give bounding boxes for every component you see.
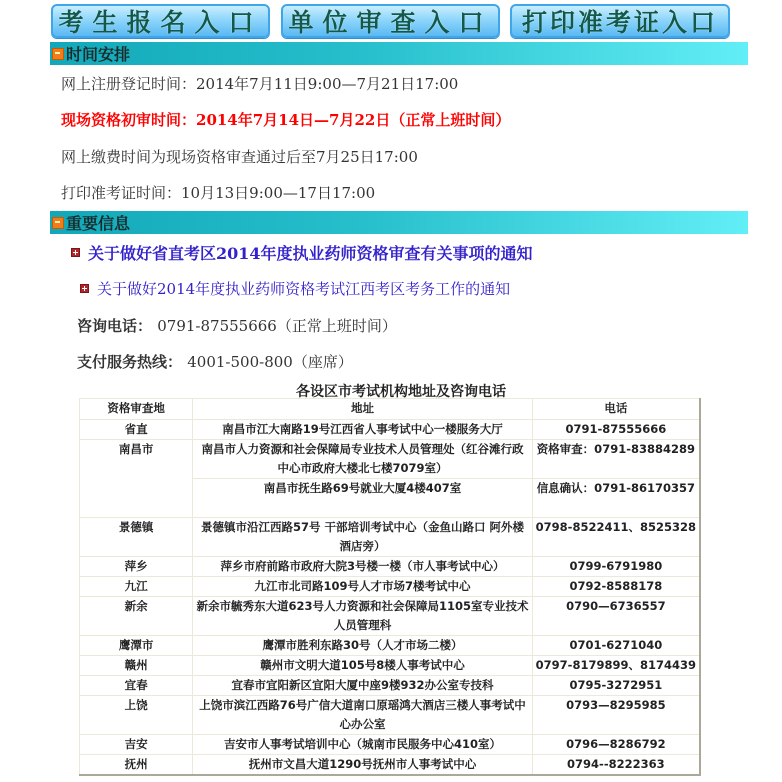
cell-phone: 0795-3272951 bbox=[532, 676, 700, 696]
exam-offices-table bbox=[79, 398, 701, 776]
cell-address: 吉安市人事考试培训中心（城南市民服务中心410室） bbox=[193, 735, 532, 755]
cell-phone: 0794--8222363 bbox=[532, 755, 700, 776]
header-phone: 电话 bbox=[532, 399, 700, 420]
payment-hotline bbox=[77, 351, 353, 372]
schedule-title: 时间安排 bbox=[66, 45, 131, 64]
arrow-bullet-icon bbox=[52, 48, 64, 60]
table-row bbox=[80, 577, 701, 597]
consult-phone-label: 咨询电话： bbox=[77, 317, 153, 335]
cell-address: 鹰潭市胜利东路30号（人才市场二楼） bbox=[193, 636, 532, 656]
cell-address: 抚州市文昌大道1290号抚州市人事考试中心 bbox=[193, 755, 532, 776]
cell-place: 新余 bbox=[80, 597, 193, 636]
notice-link-jiangxi[interactable] bbox=[80, 278, 510, 299]
table-row bbox=[80, 656, 701, 676]
cell-phone: 0701-6271040 bbox=[532, 636, 700, 656]
notice-link-label: 关于做好省直考区2014年度执业药师资格审查有关事项的通知 bbox=[88, 244, 533, 263]
cell-phone: 0798-8522411、8525328 bbox=[532, 518, 700, 557]
cell-phone: 资格审查：0791-83884289 bbox=[532, 440, 700, 479]
table-row bbox=[80, 735, 701, 755]
cell-place: 宜春 bbox=[80, 676, 193, 696]
cell-address: 萍乡市府前路市政府大院3号楼一楼（市人事考试中心） bbox=[193, 557, 532, 577]
table-title: 各设区市考试机构地址及咨询电话 bbox=[296, 384, 506, 400]
cell-phone: 0796—8286792 bbox=[532, 735, 700, 755]
cell-place: 赣州 bbox=[80, 656, 193, 676]
cell-place: 景德镇 bbox=[80, 518, 193, 557]
cell-place: 上饶 bbox=[80, 696, 193, 735]
table-row bbox=[80, 597, 701, 636]
payment-time: 网上缴费时间为现场资格审查通过后至7月25日17:00 bbox=[61, 148, 418, 166]
arrow-bullet-icon bbox=[52, 217, 64, 229]
notice-link-label: 关于做好2014年度执业药师资格考试江西考区考务工作的通知 bbox=[97, 280, 511, 298]
cell-place: 吉安 bbox=[80, 735, 193, 755]
plus-square-icon bbox=[71, 248, 80, 257]
cell-place: 萍乡 bbox=[80, 557, 193, 577]
cell-address: 南昌市江大南路19号江西省人事考试中心一楼服务大厅 bbox=[193, 420, 532, 440]
cell-place: 鹰潭市 bbox=[80, 636, 193, 656]
cell-place: 南昌市 bbox=[80, 440, 193, 518]
cell-address: 南昌市人力资源和社会保障局专业技术人员管理处（红谷滩行政中心市政府大楼北七楼7079室） bbox=[193, 440, 532, 479]
cell-address: 赣州市文明大道105号8楼人事考试中心 bbox=[193, 656, 532, 676]
print-admission-ticket-button[interactable] bbox=[510, 4, 730, 38]
cell-address: 南昌市抚生路69号就业大厦4楼407室 bbox=[193, 479, 532, 518]
consult-phone-value: 0791-87555666（正常上班时间） bbox=[157, 317, 397, 335]
cell-phone: 0793—8295985 bbox=[532, 696, 700, 735]
print-admission-ticket-label: 打印准考证入口 bbox=[521, 8, 718, 37]
print-ticket-time: 打印准考证时间：10月13日9:00—17日17:00 bbox=[61, 184, 376, 202]
table-row bbox=[80, 518, 701, 557]
cell-address: 九江市北司路109号人才市场7楼考试中心 bbox=[193, 577, 532, 597]
cell-phone: 0790—6736557 bbox=[532, 597, 700, 636]
cell-phone: 0797-8179899、8174439 bbox=[532, 656, 700, 676]
top-navigation bbox=[51, 4, 731, 39]
onsite-review-time: 现场资格初审时间：2014年7月14日—7月22日（正常上班时间） bbox=[61, 111, 511, 129]
registration-time: 网上注册登记时间：2014年7月11日9:00—7月21日17:00 bbox=[61, 75, 459, 93]
cell-phone: 0799-6791980 bbox=[532, 557, 700, 577]
table-header-row bbox=[80, 399, 701, 420]
cell-address: 新余市毓秀东大道623号人力资源和社会保障局1105室专业技术人员管理科 bbox=[193, 597, 532, 636]
table-row bbox=[80, 440, 701, 479]
cell-place: 抚州 bbox=[80, 755, 193, 776]
cell-address: 景德镇市沿江西路57号 干部培训考试中心（金鱼山路口 阿外楼酒店旁） bbox=[193, 518, 532, 557]
important-info-title: 重要信息 bbox=[66, 214, 131, 233]
unit-review-label: 单位审查入口 bbox=[288, 8, 493, 37]
plus-square-icon bbox=[80, 284, 89, 293]
table-row bbox=[80, 420, 701, 440]
header-address: 地址 bbox=[193, 399, 532, 420]
header-place: 资格审查地 bbox=[80, 399, 193, 420]
payment-hotline-label: 支付服务热线： bbox=[77, 353, 183, 371]
cell-phone: 信息确认：0791-86170357 bbox=[532, 479, 700, 518]
consult-phone bbox=[77, 315, 397, 336]
table-row bbox=[80, 755, 701, 776]
candidate-registration-label: 考生报名入口 bbox=[58, 8, 263, 37]
cell-place: 九江 bbox=[80, 577, 193, 597]
payment-hotline-value: 4001-500-800（座席） bbox=[187, 353, 353, 371]
table-row bbox=[80, 636, 701, 656]
table-row bbox=[80, 557, 701, 577]
cell-place: 省直 bbox=[80, 420, 193, 440]
table-row bbox=[80, 696, 701, 735]
notice-link-provincial[interactable] bbox=[71, 241, 533, 264]
cell-phone: 0791-87555666 bbox=[532, 420, 700, 440]
cell-phone: 0792-8588178 bbox=[532, 577, 700, 597]
cell-address: 上饶市滨江西路76号广信大道南口原瑶鸿大酒店三楼人事考试中心办公室 bbox=[193, 696, 532, 735]
candidate-registration-button[interactable] bbox=[51, 4, 270, 38]
unit-review-button[interactable] bbox=[281, 4, 500, 38]
schedule-section-header bbox=[50, 42, 748, 65]
table-row bbox=[80, 676, 701, 696]
important-info-section-header bbox=[50, 211, 748, 234]
cell-address: 宜春市宜阳新区宜阳大厦中座9楼932办公室专技科 bbox=[193, 676, 532, 696]
